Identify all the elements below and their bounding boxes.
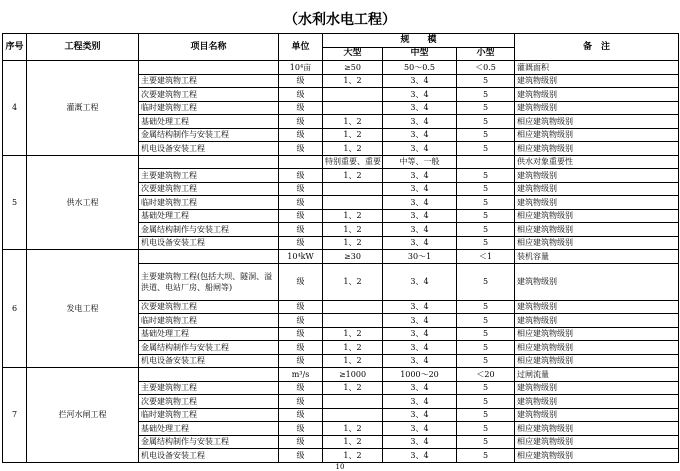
note-cell: 建筑物级别 (515, 101, 679, 115)
item-name-cell (139, 61, 279, 75)
small-scale-cell: 5 (457, 263, 515, 300)
item-name-cell: 基础处理工程 (139, 209, 279, 223)
table-row (3, 250, 679, 264)
medium-scale-cell: 3、4 (383, 223, 457, 237)
item-name-cell: 临时建筑物工程 (139, 196, 279, 210)
note-cell: 相应建筑物级别 (515, 236, 679, 250)
large-scale-cell: 1、2 (323, 422, 383, 436)
small-scale-cell: 5 (457, 196, 515, 210)
large-scale-cell (323, 300, 383, 314)
medium-scale-cell: 3、4 (383, 101, 457, 115)
header-small: 小型 (457, 47, 515, 61)
unit-cell: 级 (279, 449, 323, 463)
section-category: 拦河水闸工程 (27, 368, 139, 463)
medium-scale-cell: 3、4 (383, 88, 457, 102)
item-name-cell (139, 368, 279, 382)
small-scale-cell: 5 (457, 449, 515, 463)
medium-scale-cell: 50～0.5 (383, 61, 457, 75)
note-cell: 建筑物级别 (515, 395, 679, 409)
medium-scale-cell: 3、4 (383, 142, 457, 156)
section-seq: 7 (3, 368, 27, 463)
item-name-cell: 基础处理工程 (139, 115, 279, 129)
unit-cell: 级 (279, 300, 323, 314)
section-seq: 5 (3, 155, 27, 250)
unit-cell: 级 (279, 128, 323, 142)
medium-scale-cell: 3、4 (383, 354, 457, 368)
note-cell: 建筑物级别 (515, 300, 679, 314)
unit-cell: 级 (279, 408, 323, 422)
medium-scale-cell: 3、4 (383, 182, 457, 196)
large-scale-cell: 1、2 (323, 236, 383, 250)
small-scale-cell: 5 (457, 101, 515, 115)
item-name-cell (139, 250, 279, 264)
medium-scale-cell: 3、4 (383, 422, 457, 436)
item-name-cell: 基础处理工程 (139, 327, 279, 341)
note-cell: 建筑物级别 (515, 169, 679, 183)
unit-cell: 级 (279, 381, 323, 395)
small-scale-cell: ＜20 (457, 368, 515, 382)
note-cell: 相应建筑物级别 (515, 115, 679, 129)
note-cell: 相应建筑物级别 (515, 422, 679, 436)
note-cell: 相应建筑物级别 (515, 449, 679, 463)
large-scale-cell: 1、2 (323, 128, 383, 142)
medium-scale-cell: 3、4 (383, 341, 457, 355)
table-body (3, 61, 679, 463)
unit-cell: 级 (279, 209, 323, 223)
note-cell: 过闸流量 (515, 368, 679, 382)
large-scale-cell: 1、2 (323, 381, 383, 395)
medium-scale-cell: 3、4 (383, 128, 457, 142)
medium-scale-cell: 3、4 (383, 395, 457, 409)
header-large: 大型 (323, 47, 383, 61)
large-scale-cell (323, 182, 383, 196)
small-scale-cell: 5 (457, 236, 515, 250)
small-scale-cell: 5 (457, 327, 515, 341)
item-name-cell: 主要建筑物工程 (139, 169, 279, 183)
large-scale-cell: ≥50 (323, 61, 383, 75)
large-scale-cell (323, 88, 383, 102)
small-scale-cell: 5 (457, 314, 515, 328)
large-scale-cell (323, 408, 383, 422)
small-scale-cell: 5 (457, 422, 515, 436)
note-cell: 相应建筑物级别 (515, 223, 679, 237)
unit-cell: 级 (279, 327, 323, 341)
item-name-cell: 临时建筑物工程 (139, 314, 279, 328)
small-scale-cell: 5 (457, 115, 515, 129)
item-name-cell: 主要建筑物工程 (139, 74, 279, 88)
unit-cell: 级 (279, 115, 323, 129)
header-row (3, 34, 679, 48)
table-row (3, 368, 679, 382)
section-category: 灌溉工程 (27, 61, 139, 156)
small-scale-cell: 5 (457, 435, 515, 449)
small-scale-cell: 5 (457, 74, 515, 88)
header-medium: 中型 (383, 47, 457, 61)
small-scale-cell: 5 (457, 408, 515, 422)
medium-scale-cell: 3、4 (383, 209, 457, 223)
item-name-cell (139, 155, 279, 169)
item-name-cell: 机电设备安装工程 (139, 449, 279, 463)
item-name-cell: 次要建筑物工程 (139, 300, 279, 314)
note-cell: 相应建筑物级别 (515, 341, 679, 355)
unit-cell: 级 (279, 422, 323, 436)
small-scale-cell: 5 (457, 381, 515, 395)
unit-cell: m³/s (279, 368, 323, 382)
unit-cell: 10⁴kW (279, 250, 323, 264)
unit-cell: 级 (279, 314, 323, 328)
unit-cell: 级 (279, 395, 323, 409)
section-seq: 4 (3, 61, 27, 156)
small-scale-cell: 5 (457, 88, 515, 102)
medium-scale-cell: 3、4 (383, 327, 457, 341)
small-scale-cell: 5 (457, 341, 515, 355)
medium-scale-cell: 中等、一般 (383, 155, 457, 169)
unit-cell: 级 (279, 142, 323, 156)
header-category: 工程类别 (27, 34, 139, 61)
large-scale-cell: 1、2 (323, 209, 383, 223)
header-scale: 规 模 (323, 34, 515, 48)
item-name-cell: 主要建筑物工程(包括大坝、隧洞、溢洪道、电站厂房、船闸等) (139, 263, 279, 300)
note-cell: 相应建筑物级别 (515, 354, 679, 368)
note-cell: 建筑物级别 (515, 263, 679, 300)
note-cell: 建筑物级别 (515, 196, 679, 210)
unit-cell: 级 (279, 236, 323, 250)
large-scale-cell: 1、2 (323, 169, 383, 183)
section-seq: 6 (3, 250, 27, 368)
large-scale-cell: 1、2 (323, 435, 383, 449)
note-cell: 建筑物级别 (515, 381, 679, 395)
small-scale-cell: 5 (457, 395, 515, 409)
small-scale-cell: 5 (457, 300, 515, 314)
unit-cell: 级 (279, 169, 323, 183)
item-name-cell: 金属结构制作与安装工程 (139, 341, 279, 355)
table-row (3, 61, 679, 75)
small-scale-cell: 5 (457, 128, 515, 142)
unit-cell: 级 (279, 196, 323, 210)
large-scale-cell: 1、2 (323, 115, 383, 129)
large-scale-cell (323, 314, 383, 328)
unit-cell (279, 155, 323, 169)
unit-cell: 级 (279, 435, 323, 449)
large-scale-cell: ≥1000 (323, 368, 383, 382)
large-scale-cell (323, 196, 383, 210)
item-name-cell: 金属结构制作与安装工程 (139, 223, 279, 237)
unit-cell: 级 (279, 223, 323, 237)
item-name-cell: 次要建筑物工程 (139, 88, 279, 102)
item-name-cell: 机电设备安装工程 (139, 142, 279, 156)
table-row (3, 155, 679, 169)
large-scale-cell: 1、2 (323, 449, 383, 463)
large-scale-cell: 1、2 (323, 354, 383, 368)
medium-scale-cell: 3、4 (383, 196, 457, 210)
header-note: 备 注 (515, 34, 679, 61)
medium-scale-cell: 3、4 (383, 449, 457, 463)
medium-scale-cell: 3、4 (383, 381, 457, 395)
large-scale-cell: 特别重要、重要 (323, 155, 383, 169)
large-scale-cell: 1、2 (323, 142, 383, 156)
section-category: 供水工程 (27, 155, 139, 250)
small-scale-cell: 5 (457, 223, 515, 237)
medium-scale-cell: 3、4 (383, 314, 457, 328)
scale-table (2, 33, 679, 463)
item-name-cell: 金属结构制作与安装工程 (139, 128, 279, 142)
header-seq: 序号 (3, 34, 27, 61)
unit-cell: 级 (279, 74, 323, 88)
small-scale-cell: 5 (457, 169, 515, 183)
note-cell: 供水对象重要性 (515, 155, 679, 169)
item-name-cell: 临时建筑物工程 (139, 101, 279, 115)
large-scale-cell: 1、2 (323, 223, 383, 237)
note-cell: 建筑物级别 (515, 88, 679, 102)
note-cell: 装机容量 (515, 250, 679, 264)
small-scale-cell: ＜0.5 (457, 61, 515, 75)
medium-scale-cell: 3、4 (383, 236, 457, 250)
unit-cell: 级 (279, 263, 323, 300)
unit-cell: 级 (279, 354, 323, 368)
medium-scale-cell: 3、4 (383, 435, 457, 449)
medium-scale-cell: 1000～20 (383, 368, 457, 382)
note-cell: 建筑物级别 (515, 74, 679, 88)
item-name-cell: 金属结构制作与安装工程 (139, 435, 279, 449)
note-cell: 相应建筑物级别 (515, 128, 679, 142)
medium-scale-cell: 3、4 (383, 169, 457, 183)
large-scale-cell: 1、2 (323, 74, 383, 88)
small-scale-cell: ＜1 (457, 250, 515, 264)
large-scale-cell (323, 101, 383, 115)
item-name-cell: 次要建筑物工程 (139, 395, 279, 409)
medium-scale-cell: 3、4 (383, 74, 457, 88)
small-scale-cell: 5 (457, 209, 515, 223)
page-title: （水利水电工程） (284, 12, 396, 28)
item-name-cell: 机电设备安装工程 (139, 236, 279, 250)
note-cell: 建筑物级别 (515, 182, 679, 196)
item-name-cell: 临时建筑物工程 (139, 408, 279, 422)
large-scale-cell: ≥30 (323, 250, 383, 264)
note-cell: 相应建筑物级别 (515, 327, 679, 341)
note-cell: 建筑物级别 (515, 314, 679, 328)
item-name-cell: 基础处理工程 (139, 422, 279, 436)
small-scale-cell (457, 155, 515, 169)
large-scale-cell: 1、2 (323, 327, 383, 341)
medium-scale-cell: 3、4 (383, 408, 457, 422)
medium-scale-cell: 3、4 (383, 115, 457, 129)
small-scale-cell: 5 (457, 182, 515, 196)
header-unit: 单位 (279, 34, 323, 61)
unit-cell: 10⁴亩 (279, 61, 323, 75)
medium-scale-cell: 3、4 (383, 300, 457, 314)
page-number: 10 (335, 463, 345, 471)
item-name-cell: 次要建筑物工程 (139, 182, 279, 196)
unit-cell: 级 (279, 88, 323, 102)
item-name-cell: 主要建筑物工程 (139, 381, 279, 395)
note-cell: 相应建筑物级别 (515, 209, 679, 223)
unit-cell: 级 (279, 341, 323, 355)
section-category: 发电工程 (27, 250, 139, 368)
large-scale-cell: 1、2 (323, 263, 383, 300)
small-scale-cell: 5 (457, 142, 515, 156)
large-scale-cell (323, 395, 383, 409)
small-scale-cell: 5 (457, 354, 515, 368)
note-cell: 建筑物级别 (515, 408, 679, 422)
medium-scale-cell: 30～1 (383, 250, 457, 264)
medium-scale-cell: 3、4 (383, 263, 457, 300)
note-cell: 灌溉面积 (515, 61, 679, 75)
unit-cell: 级 (279, 101, 323, 115)
note-cell: 相应建筑物级别 (515, 435, 679, 449)
item-name-cell: 机电设备安装工程 (139, 354, 279, 368)
header-item: 项目名称 (139, 34, 279, 61)
unit-cell: 级 (279, 182, 323, 196)
large-scale-cell: 1、2 (323, 341, 383, 355)
note-cell: 相应建筑物级别 (515, 142, 679, 156)
